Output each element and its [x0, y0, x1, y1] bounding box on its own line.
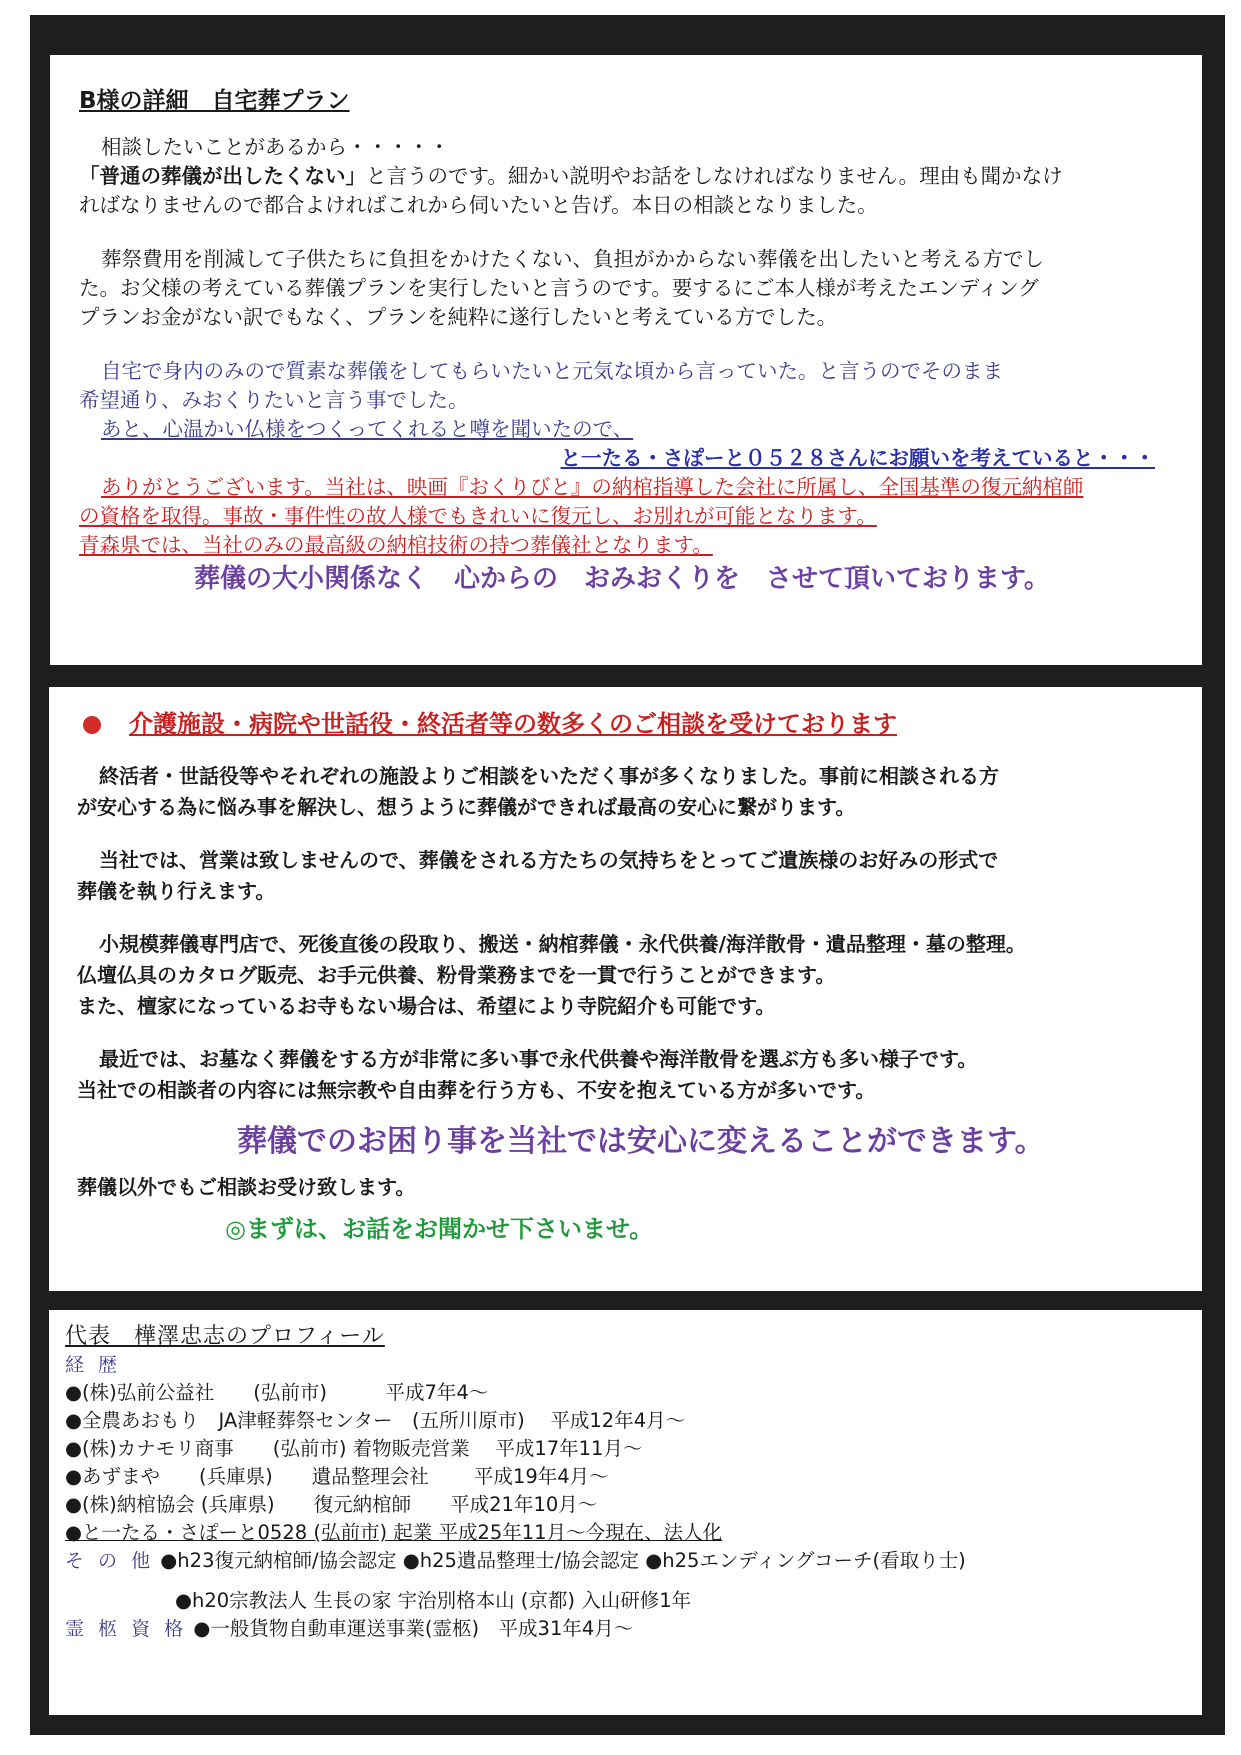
cost-line-2: た。お父様の考えている葬儀プランを実行したいと言うのです。要するにご本人様が考えたエンディング — [79, 276, 1039, 300]
listen-cta: ◎まずは、お話をお聞かせ下さいませ。 — [225, 1215, 654, 1243]
consult-d-line-1-text: 最近では、お墓なく葬儀をする方が非常に多い事で永代供養や海洋散骨を選ぶ方も多い様子です。 — [99, 1047, 978, 1071]
home-line-1 — [79, 357, 1182, 386]
intro-line-3: ればなりませんので都合よければこれから伺いたいと告げ。本日の相談となりました。 — [79, 193, 878, 217]
consultation-panel — [49, 687, 1202, 1291]
hearse-row — [65, 1615, 1182, 1643]
career-item — [65, 1519, 1182, 1547]
home-line-4-text: と一たる・さぽーと０５２８さんにお願いを考えていると・・・ — [560, 446, 1155, 470]
career-item: ●あずまや (兵庫県) 遺品整理会社 平成19年4月～ — [65, 1465, 609, 1488]
other-item-2: ●h20宗教法人 生長の家 宇治別格本山 (京都) 入山研修1年 — [175, 1589, 692, 1612]
plan-title: B様の詳細 自宅葬プラン — [79, 88, 350, 114]
other-label: そ の 他 — [65, 1550, 155, 1572]
hearse-item: ●一般貨物自動車運送事業(霊柩) 平成31年4月～ — [193, 1617, 634, 1640]
consultation-cta: 葬儀でのお困り事を当社では安心に変えることができます。 — [237, 1124, 1045, 1159]
home-line-2: 希望通り、みおくりたいと言う事でした。 — [79, 388, 469, 412]
consult-c-line-1 — [77, 929, 1182, 960]
consult-d-line-2: 当社での相談者の内容には無宗教や自由葬を行う方も、不安を抱えている方が多いです。 — [77, 1078, 876, 1102]
profile-title: 代表 樺澤忠志のプロフィール — [65, 1324, 385, 1349]
red-bullet-icon — [83, 716, 101, 734]
career-item: ●(株)弘前公益社 (弘前市) 平成7年4～ — [65, 1381, 489, 1404]
home-line-3-text: あと、心温かい仏様をつくってくれると噂を聞いたので、 — [101, 417, 634, 441]
career-item: ●全農あおもり JA津軽葬祭センター (五所川原市) 平成12年4月～ — [65, 1409, 686, 1432]
career-item-text: ●と一たる・さぽーと0528 (弘前市) 起業 平成25年11月～今現在、法人化 — [65, 1521, 723, 1544]
reply-line-2-text: の資格を取得。事故・事件性の故人様でもきれいに復元し、お別れが可能となります。 — [79, 504, 877, 528]
career-label: 経 歴 — [65, 1354, 122, 1376]
consult-a-line-1 — [77, 761, 1182, 792]
home-line-3 — [79, 415, 1182, 444]
reply-line-1-text: ありがとうございます。当社は、映画『おくりびと』の納棺指導した会社に所属し、全国基準の復元納棺師 — [101, 475, 1084, 499]
home-line-4 — [79, 444, 1182, 473]
intro-line-1 — [79, 133, 1182, 162]
plan-cta: 葬儀の大小関係なく 心からの おみおくりを させて頂いております。 — [194, 564, 1050, 594]
other-row — [65, 1547, 1182, 1575]
consult-c-line-1-text: 小規模葬儀専門店で、死後直後の段取り、搬送・納棺葬儀・永代供養/海洋散骨・遺品整理・墓の整理。 — [99, 932, 1026, 956]
reply-line-3 — [79, 531, 1182, 560]
consultation-heading-text: 介護施設・病院や世話役・終活者等の数多くのご相談を受けております — [129, 710, 897, 738]
quote-bold: 「普通の葬儀が出したくない」 — [79, 164, 366, 188]
cost-line-1-text: 葬祭費用を削減して子供たちに負担をかけたくない、負担がかからない葬儀を出したいと考える方でし — [101, 247, 1044, 271]
consult-c-line-3: また、檀家になっているお寺もない場合は、希望により寺院紹介も可能です。 — [77, 994, 776, 1018]
reply-line-2 — [79, 502, 1182, 531]
consult-b-line-1 — [77, 845, 1182, 876]
cost-line-3: プランお金がない訳でもなく、プランを純粋に遂行したいと考えている方でした。 — [79, 305, 838, 329]
intro-line-1-text: 相談したいことがあるから・・・・・ — [101, 135, 450, 159]
other-items: ●h23復元納棺師/協会認定 ●h25遺品整理士/協会認定 ●h25エンディングコーチ(看取り士) — [160, 1549, 966, 1572]
cost-line-1 — [79, 245, 1182, 274]
career-item: ●(株)カナモリ商事 (弘前市) 着物販売営業 平成17年11月～ — [65, 1437, 643, 1460]
other-consult-line: 葬儀以外でもご相談お受け致します。 — [77, 1175, 416, 1199]
home-line-1-text: 自宅で身内のみので質素な葬儀をしてもらいたいと元気な頃から言っていた。と言うのでそのまま — [101, 359, 1003, 383]
consult-b-line-2: 葬儀を執り行えます。 — [77, 879, 276, 903]
plan-detail-panel — [50, 55, 1202, 665]
reply-line-1 — [79, 473, 1182, 502]
career-item: ●(株)納棺協会 (兵庫県) 復元納棺師 平成21年10月～ — [65, 1493, 598, 1516]
hearse-label: 霊 柩 資 格 — [65, 1618, 188, 1640]
intro-line-2 — [79, 162, 1182, 191]
consult-d-line-1 — [77, 1044, 1182, 1075]
profile-panel — [49, 1310, 1202, 1715]
consultation-heading — [77, 707, 1182, 741]
reply-line-3-text: 青森県では、当社のみの最高級の納棺技術の持つ葬儀社となります。 — [79, 533, 713, 557]
consult-a-line-2: が安心する為に悩み事を解決し、想うように葬儀ができれば最高の安心に繋がります。 — [77, 795, 856, 819]
dark-frame — [30, 15, 1225, 1735]
consult-c-line-2: 仏壇仏具のカタログ販売、お手元供養、粉骨業務までを一貫で行うことができます。 — [77, 963, 836, 987]
consult-a-line-1-text: 終活者・世話役等やそれぞれの施設よりご相談をいただく事が多くなりました。事前に相談される方 — [99, 764, 999, 788]
intro-line-2-text: と言うのです。細かい説明やお話をしなければなりません。理由も聞かなけ — [366, 164, 1063, 188]
consult-b-line-1-text: 当社では、営業は致しませんので、葬儀をされる方たちの気持ちをとってご遺族様のお好みの形式で — [99, 848, 999, 872]
